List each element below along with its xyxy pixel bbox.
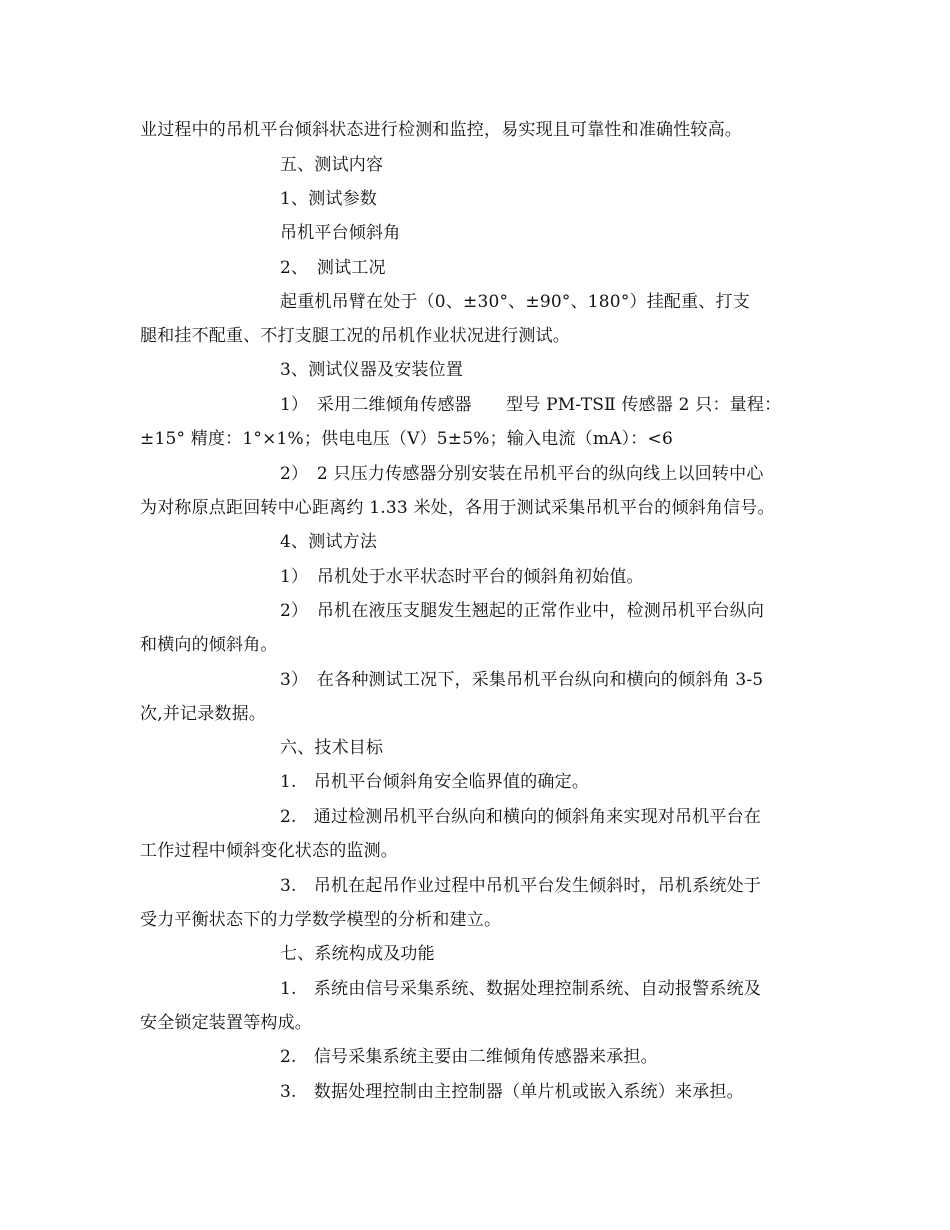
- list-item: 1） 采用二维倾角传感器 型号 PM-TSⅡ 传感器 2 只：量程：: [280, 395, 782, 415]
- paragraph-line: 腿和挂不配重、不打支腿工况的吊机作业状况进行测试。: [140, 326, 570, 346]
- paragraph-line: 工作过程中倾斜变化状态的监测。: [140, 841, 398, 861]
- paragraph-line: 安全锁定装置等构成。: [140, 1013, 312, 1033]
- paragraph-line: 为对称原点距回转中心距离约 1.33 米处，各用于测试采集吊机平台的倾斜角信号。: [140, 498, 775, 518]
- paragraph-line: 受力平衡状态下的力学数学模型的分析和建立。: [140, 910, 502, 930]
- list-item: 2. 通过检测吊机平台纵向和横向的倾斜角来实现对吊机平台在: [280, 807, 762, 827]
- paragraph-line: ±15° 精度：1°×1%；供电电压（V）5±5%；输入电流（mA）：<6: [140, 429, 673, 449]
- list-item: 2） 吊机在液压支腿发生翘起的正常作业中，检测吊机平台纵向: [280, 601, 765, 621]
- list-item: 1. 吊机平台倾斜角安全临界值的确定。: [280, 772, 590, 792]
- section-heading: 六、技术目标: [280, 738, 384, 758]
- paragraph-line: 次,并记录数据。: [140, 704, 267, 724]
- list-item: 2） 2 只压力传感器分别安装在吊机平台的纵向线上以回转中心: [280, 464, 764, 484]
- subsection-heading: 2、 测试工况: [280, 258, 386, 278]
- subsection-heading: 3、测试仪器及安装位置: [280, 360, 464, 380]
- list-item: 3. 吊机在起吊作业过程中吊机平台发生倾斜时，吊机系统处于: [280, 876, 762, 896]
- subsection-heading: 1、测试参数: [280, 189, 378, 209]
- list-item: 3. 数据处理控制由主控制器（单片机或嵌入系统）来承担。: [280, 1082, 744, 1102]
- list-item: 3） 在各种测试工况下，采集吊机平台纵向和横向的倾斜角 3-5: [280, 670, 764, 690]
- subsection-heading: 4、测试方法: [280, 532, 378, 552]
- paragraph-line: 和横向的倾斜角。: [140, 635, 278, 655]
- paragraph-line: 业过程中的吊机平台倾斜状态进行检测和监控，易实现且可靠性和准确性较高。: [140, 120, 742, 140]
- list-item: 1. 系统由信号采集系统、数据处理控制系统、自动报警系统及: [280, 979, 762, 999]
- paragraph-line: 起重机吊臂在处于（0、±30°、±90°、180°）挂配重、打支: [280, 292, 750, 312]
- section-heading: 五、测试内容: [280, 155, 384, 175]
- list-item: 1） 吊机处于水平状态时平台的倾斜角初始值。: [280, 567, 644, 587]
- section-heading: 七、系统构成及功能: [280, 944, 435, 964]
- list-item: 2. 信号采集系统主要由二维倾角传感器来承担。: [280, 1047, 658, 1067]
- paragraph-line: 吊机平台倾斜角: [280, 223, 401, 243]
